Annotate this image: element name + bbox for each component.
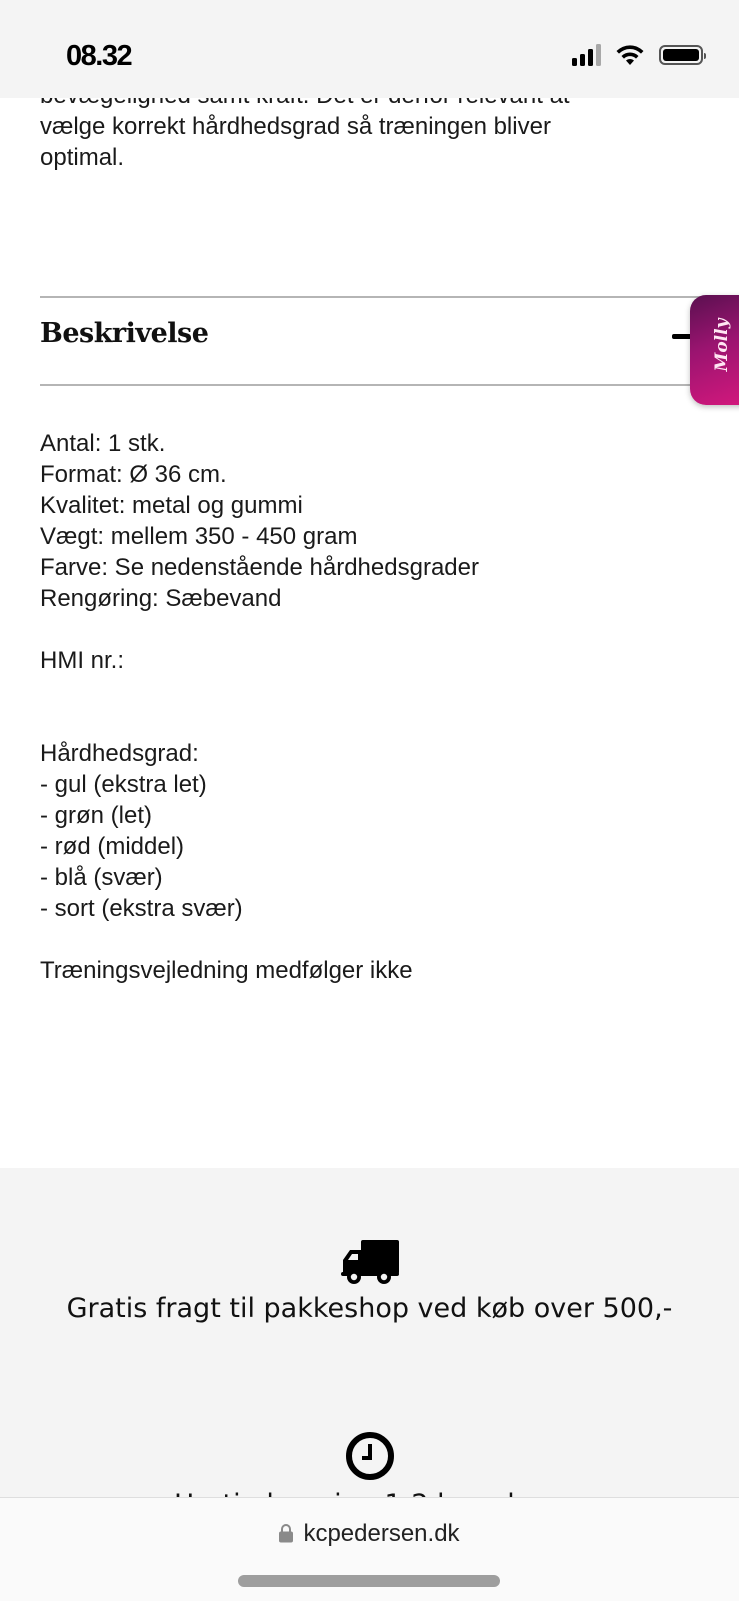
spec-line: Farve: Se nedenstående hårdhedsgrader (40, 554, 479, 581)
url-text: kcpedersen.dk (303, 1520, 460, 1547)
intro-line: vælge korrekt hårdhedsgrad så træningen bliver (40, 113, 551, 140)
training-note: Træningsvejledning medfølger ikke (40, 957, 413, 984)
signal-icon (572, 44, 601, 66)
lock-icon (279, 1523, 293, 1543)
spec-line: Rengøring: Sæbevand (40, 585, 282, 612)
molly-label: Molly (712, 318, 732, 372)
status-icons (572, 44, 703, 66)
usp-text: Gratis fragt til pakkeshop ved køb over 500,- (66, 1293, 673, 1324)
url-display[interactable] (0, 1520, 739, 1548)
section-title-beskrivelse[interactable]: Beskrivelse (40, 318, 209, 349)
hardness-title: Hårdhedsgrad: (40, 740, 199, 767)
status-time: 08.32 (66, 40, 132, 72)
hardness-item: - gul (ekstra let) (40, 771, 207, 798)
home-indicator[interactable] (238, 1575, 500, 1587)
truck-icon (341, 1238, 399, 1286)
spec-line: Antal: 1 stk. (40, 430, 166, 457)
molly-chat-tab[interactable] (690, 295, 739, 405)
battery-icon (659, 45, 703, 65)
wifi-icon (615, 44, 645, 66)
hmi-number: HMI nr.: (40, 647, 125, 674)
divider-top (40, 296, 739, 298)
usp-free-shipping (0, 1238, 739, 1327)
hardness-item: - blå (svær) (40, 864, 163, 891)
status-bar (0, 0, 739, 98)
spec-line: Format: Ø 36 cm. (40, 461, 227, 488)
hardness-item: - sort (ekstra svær) (40, 895, 243, 922)
intro-line: optimal. (40, 144, 125, 171)
spec-line: Vægt: mellem 350 - 450 gram (40, 523, 358, 550)
hardness-item: - rød (middel) (40, 833, 185, 860)
hardness-item: - grøn (let) (40, 802, 153, 829)
minus-icon[interactable] (672, 334, 692, 339)
clock-icon (344, 1430, 396, 1482)
divider-bottom (40, 384, 739, 386)
spec-line: Kvalitet: metal og gummi (40, 492, 303, 519)
description-content (40, 428, 479, 986)
browser-address-bar[interactable] (0, 1497, 739, 1601)
